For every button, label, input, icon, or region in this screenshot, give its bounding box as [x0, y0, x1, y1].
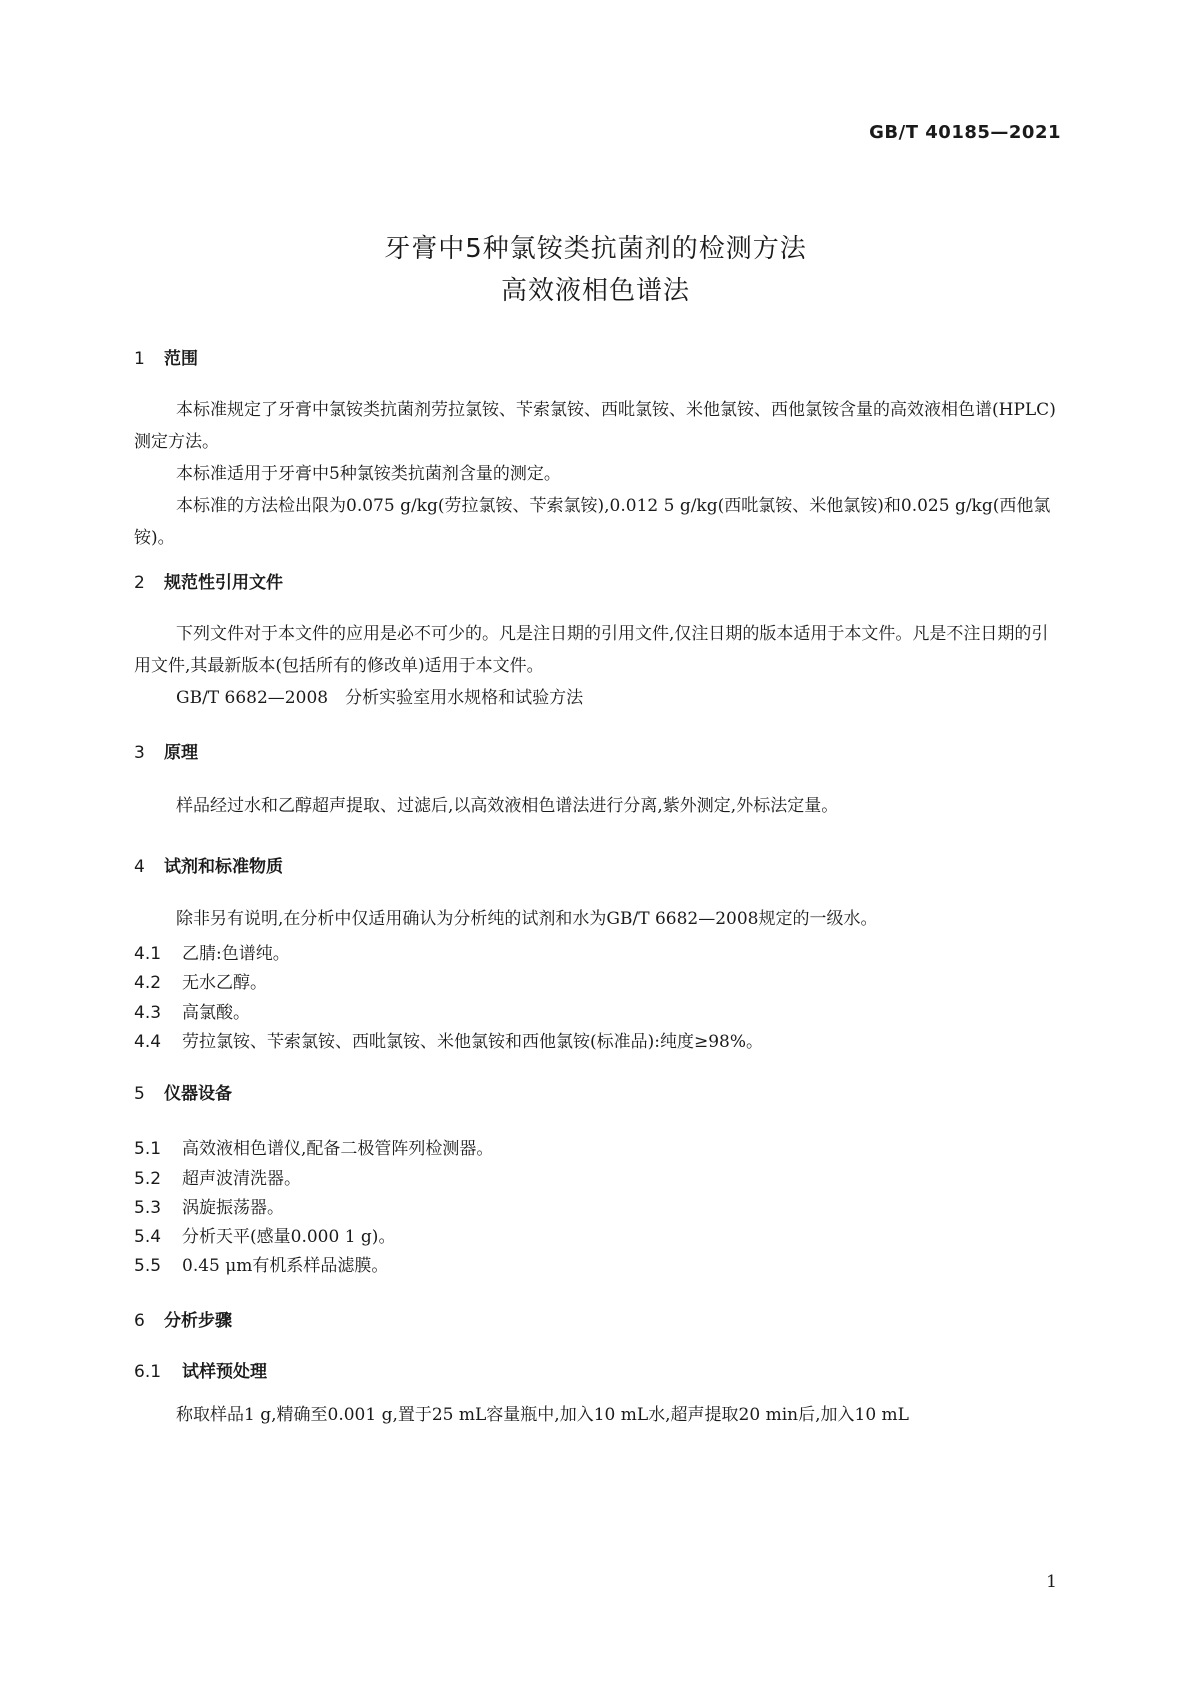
item-number: 4.4 — [134, 1032, 162, 1052]
list-item — [134, 1027, 763, 1052]
section-number: 5 — [134, 1084, 145, 1104]
section-4-heading — [134, 852, 283, 877]
item-number: 5.3 — [134, 1198, 162, 1218]
document-subtitle: 高效液相色谱法 — [500, 276, 690, 306]
section-1-heading — [134, 344, 198, 369]
item-number: 4.2 — [134, 973, 162, 993]
section-number: 2 — [134, 573, 145, 593]
item-number: 5.2 — [134, 1169, 162, 1189]
subsection-6-1-paragraph-1: 称取样品1 g,精确至0.001 g,置于25 mL容量瓶中,加入10 mL水,超声提取20 min后,加入10 mL — [176, 1405, 909, 1425]
item-number: 4.1 — [134, 944, 162, 964]
list-item — [134, 998, 250, 1023]
list-item — [134, 1134, 493, 1159]
page-number: 1 — [1046, 1572, 1057, 1592]
section-2-heading — [134, 568, 283, 593]
section-number: 1 — [134, 349, 145, 369]
section-3-paragraph-1: 样品经过水和乙醇超声提取、过滤后,以高效液相色谱法进行分离,紫外测定,外标法定量。 — [176, 796, 839, 816]
item-text: 超声波清洗器。 — [182, 1169, 301, 1189]
item-text: 高效液相色谱仪,配备二极管阵列检测器。 — [182, 1139, 494, 1159]
item-text: 涡旋振荡器。 — [182, 1198, 284, 1218]
document-title: 牙膏中5种氯铵类抗菌剂的检测方法 — [384, 234, 807, 264]
subsection-title: 试样预处理 — [182, 1362, 267, 1382]
section-1-paragraph-3: 本标准的方法检出限为0.075 g/kg(劳拉氯铵、苄索氯铵),0.012 5 g/kg(西吡氯铵、米他氯铵)和0.025 g/kg(西他氯铵)。 — [134, 496, 1051, 548]
item-text: 乙腈:色谱纯。 — [182, 944, 290, 964]
item-number: 5.4 — [134, 1227, 162, 1247]
section-title: 原理 — [164, 743, 198, 763]
section-1-paragraph-2: 本标准适用于牙膏中5种氯铵类抗菌剂含量的测定。 — [176, 464, 561, 484]
item-number: 5.5 — [134, 1256, 162, 1276]
section-5-heading — [134, 1079, 232, 1104]
subsection-6-1-heading — [134, 1357, 267, 1382]
standard-number: GB/T 40185—2021 — [869, 122, 1061, 143]
item-text: 无水乙醇。 — [182, 973, 267, 993]
item-number: 4.3 — [134, 1003, 162, 1023]
list-item — [134, 939, 290, 964]
item-number: 5.1 — [134, 1139, 162, 1159]
list-item — [134, 1251, 388, 1276]
normative-reference: GB/T 6682—2008 分析实验室用水规格和试验方法 — [176, 688, 584, 708]
section-title: 试剂和标准物质 — [164, 857, 283, 877]
section-title: 规范性引用文件 — [164, 573, 283, 593]
list-item — [134, 1222, 395, 1247]
section-title: 仪器设备 — [164, 1084, 232, 1104]
section-number: 3 — [134, 743, 145, 763]
section-number: 4 — [134, 857, 145, 877]
list-item — [134, 968, 267, 993]
section-1-paragraph-1: 本标准规定了牙膏中氯铵类抗菌剂劳拉氯铵、苄索氯铵、西吡氯铵、米他氯铵、西他氯铵含量的高效液相色谱(HPLC)测定方法。 — [134, 400, 1056, 452]
item-text: 0.45 μm有机系样品滤膜。 — [182, 1256, 389, 1276]
list-item — [134, 1164, 301, 1189]
item-text: 高氯酸。 — [182, 1003, 250, 1023]
section-title: 范围 — [164, 349, 198, 369]
item-text: 分析天平(感量0.000 1 g)。 — [182, 1227, 396, 1247]
section-6-heading — [134, 1306, 232, 1331]
section-title: 分析步骤 — [164, 1311, 232, 1331]
section-number: 6 — [134, 1311, 145, 1331]
item-text: 劳拉氯铵、苄索氯铵、西吡氯铵、米他氯铵和西他氯铵(标准品):纯度≥98%。 — [182, 1032, 764, 1052]
section-2-paragraph-1: 下列文件对于本文件的应用是必不可少的。凡是注日期的引用文件,仅注日期的版本适用于本文件。凡是不注日期的引用文件,其最新版本(包括所有的修改单)适用于本文件。 — [134, 624, 1049, 676]
list-item — [134, 1193, 284, 1218]
section-3-heading — [134, 738, 198, 763]
subsection-number: 6.1 — [134, 1362, 162, 1382]
section-4-paragraph-1: 除非另有说明,在分析中仅适用确认为分析纯的试剂和水为GB/T 6682—2008规定的一级水。 — [176, 909, 878, 929]
